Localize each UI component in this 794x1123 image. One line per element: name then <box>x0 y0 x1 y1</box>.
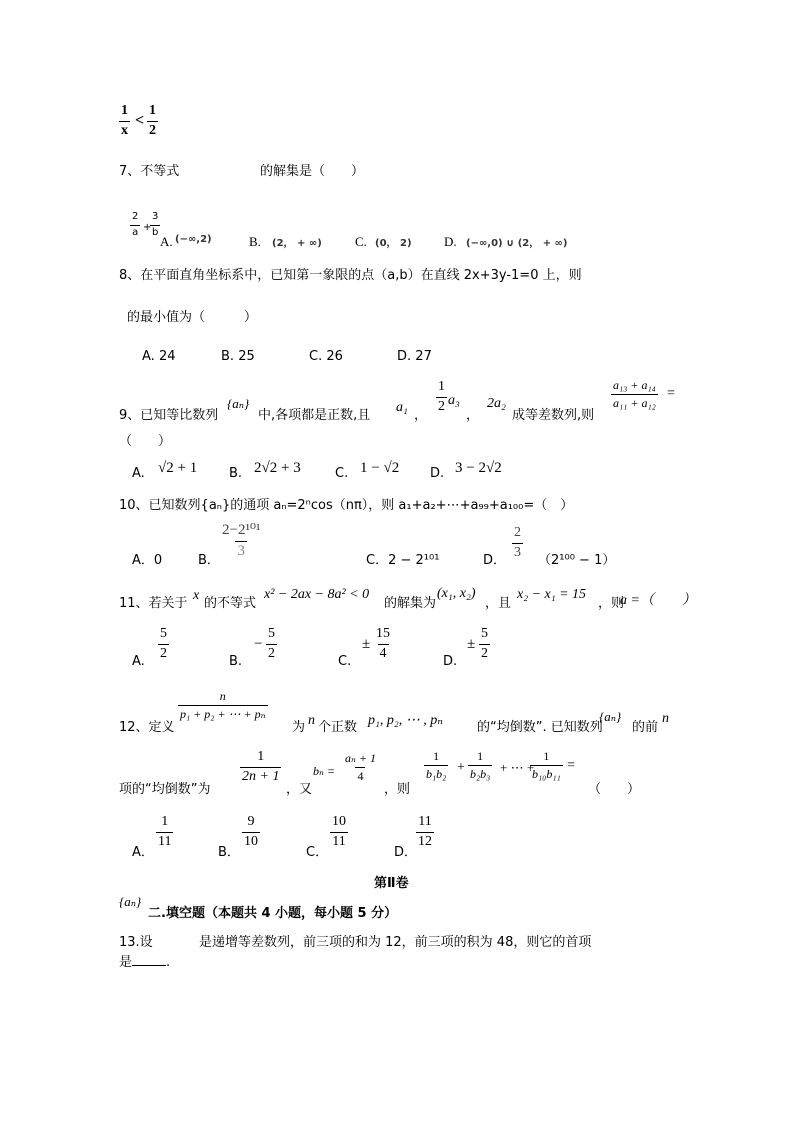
section-2-title: 第Ⅱ卷 <box>374 876 409 891</box>
q12-option-a-label: A． <box>132 845 154 860</box>
q11-option-b-sign: − <box>254 636 263 652</box>
q12-dots: + ⋯ + <box>500 760 535 775</box>
q7-suffix: 的解集是（ ） <box>260 164 365 179</box>
q9-a3: a₃ <box>448 393 460 408</box>
q9-option-d-value: 3 − 2√2 <box>455 460 502 476</box>
q9-option-b-label: B. <box>229 466 243 481</box>
q9-part3: 成等差数列,则 <box>512 408 595 423</box>
q8-option-c: C. 26 <box>309 349 343 364</box>
q12-sum-term-2: $\frac{1}{\text{b₂b₃}}$ <box>470 749 491 781</box>
q10-option-d-tail: （2¹⁰⁰ − 1） <box>538 553 616 568</box>
q9-2a2: 2a₂ <box>487 396 506 411</box>
q10-option-d-label: D． <box>483 553 507 568</box>
q11-part4: ，且 <box>485 596 512 611</box>
q13-answer-blank[interactable] <box>132 964 166 966</box>
q11-condition: x₂ − x₁ = 15 <box>517 587 587 602</box>
q7-option-c-value: (0， 2) <box>375 238 412 249</box>
q10-option-b-fraction: $\frac{\text{2−2¹⁰¹}}{3}$ <box>222 522 261 559</box>
q7-option-d-value: (−∞,0) ∪ (2， + ∞) <box>466 238 568 249</box>
q11-option-b-label: B. <box>229 654 243 669</box>
q10-option-d-fraction: $\frac{2}{3}$ <box>514 525 521 560</box>
q7-option-a-value: (−∞,2) <box>175 234 212 245</box>
q12-option-d-label: D． <box>394 845 418 860</box>
q10-option-b-label: B． <box>198 553 220 568</box>
q11-option-d-label: D. <box>443 654 458 669</box>
q12-option-b-label: B． <box>218 845 240 860</box>
q9-option-a-label: A. <box>132 466 145 481</box>
q11-part5: ，则 <box>598 596 625 611</box>
q11-part1: 11、若关于 <box>119 596 188 611</box>
q12-n2: n <box>662 711 669 726</box>
fill-in-heading: 二.填空题（本题共 4 小题，每小题 5 分） <box>148 906 398 921</box>
q9-half-fraction: $\frac{1}{2}$ <box>438 379 445 414</box>
q12-part4: 的“均倒数”. 已知数列 <box>477 720 603 735</box>
q11-interval: (x₁, x₂) <box>437 586 476 601</box>
q12-equals: = <box>567 758 575 773</box>
q12-bn-fraction: $\frac{\text{aₙ + 1}}{4}$ <box>345 751 376 783</box>
q9-comma2: ， <box>466 408 480 423</box>
q7-prefix: 7、不等式 <box>119 164 180 179</box>
q12-n: n <box>308 713 315 728</box>
q7-plus: + <box>143 222 152 233</box>
q7-option-d-label: D. <box>444 234 457 249</box>
q9-answer-paren: （ ） <box>119 434 172 449</box>
q9-option-b-value: 2√2 + 3 <box>254 460 301 476</box>
q10-stem: 10、已知数列{aₙ}的通项 aₙ=2ⁿcos（nπ），则 a₁+a₂+⋯+a₉₉+a₁₀₀=（ ） <box>119 498 574 513</box>
q12-definition-fraction: $\frac{n}{\text{p₁ + p₂ + ⋯ + pₙ}}$ <box>180 689 266 721</box>
q9-comma1: ， <box>414 408 428 423</box>
q11-ask: a =（ ） <box>620 593 696 608</box>
q9-sequence: {aₙ} <box>227 396 250 411</box>
q9-part2: 中,各项都是正数,且 <box>258 408 371 423</box>
q9-equals: = <box>667 386 675 401</box>
q12-option-d-fraction: $\frac{11}{12}$ <box>418 814 432 849</box>
less-than-sign: < <box>135 112 145 129</box>
q10-option-c: C．2 − 2¹⁰¹ <box>366 553 440 568</box>
q12-answer-paren: （ ） <box>588 782 641 797</box>
q11-option-a-label: A. <box>132 654 145 669</box>
q9-option-c-value: 1 − √2 <box>360 460 400 476</box>
q7-option-a-label: A. <box>160 234 173 249</box>
q8-line1: 8、在平面直角坐标系中，已知第一象限的点（a,b）在直线 2x+3y-1=0 上，则 <box>119 268 582 283</box>
q12-avg-fraction: $\frac{1}{2n + 1}$ <box>242 749 280 784</box>
q11-option-d-sign: ± <box>467 636 476 652</box>
q12-part1: 12、定义 <box>119 720 175 735</box>
q12-line2-b: ，又 <box>286 782 313 797</box>
q9-option-c-label: C. <box>335 466 349 481</box>
q11-option-c-sign: ± <box>362 636 371 652</box>
q12-line2-a: 项的“均倒数”为 <box>119 782 211 797</box>
q12-sum-term-1: $\frac{1}{\text{b₁b₂}}$ <box>426 749 447 781</box>
q13-text: 是递增等差数列，前三项的和为 12，前三项的积为 48，则它的首项 <box>199 935 592 950</box>
q11-option-d-fraction: $\frac{5}{2}$ <box>481 626 488 661</box>
q10-option-a: A．0 <box>132 553 163 568</box>
q9-option-a-value: √2 + 1 <box>158 460 198 476</box>
q12-option-c-fraction: $\frac{10}{11}$ <box>332 814 346 849</box>
q7-option-b-value: (2， + ∞) <box>272 238 322 249</box>
q9-option-d-label: D. <box>430 466 445 481</box>
q12-part5: 的前 <box>632 720 659 735</box>
q11-option-b-fraction: $\frac{5}{2}$ <box>268 626 275 661</box>
q13-prefix: 13.设 <box>119 935 153 950</box>
q7-frac-3-over-b: $\frac{3}{b}$ <box>152 211 159 238</box>
fraction-1-over-x: $\frac{1}{x}$ <box>121 103 128 138</box>
q12-p-list: p₁, p₂, ⋯ , pₙ <box>368 713 443 728</box>
q11-option-c-fraction: $\frac{15}{4}$ <box>376 626 390 661</box>
q9-a1: a₁ <box>396 400 408 415</box>
q12-option-a-fraction: $\frac{1}{11}$ <box>158 814 172 849</box>
q8-option-a: A. 24 <box>142 349 176 364</box>
q11-part3: 的解集为 <box>384 596 437 611</box>
q12-option-c-label: C． <box>306 845 329 860</box>
q12-plus: + <box>457 760 465 775</box>
q9-ratio-fraction: $\frac{\text{a₁₃ + a₁₄}}{\text{a₁₁ + a₁₂}}$ <box>613 378 656 410</box>
q11-part2: 的不等式 <box>204 596 257 611</box>
q11-option-a-fraction: $\frac{5}{2}$ <box>160 626 167 661</box>
q12-part2: 为 <box>292 720 306 735</box>
q7-frac-2-over-a: $\frac{2}{a}$ <box>132 211 139 238</box>
q12-sequence: {aₙ} <box>599 709 622 724</box>
q9-part1: 9、已知等比数列 <box>119 408 219 423</box>
fraction-1-over-2: $\frac{1}{2}$ <box>149 103 156 138</box>
q12-bn: bₙ = <box>313 764 335 778</box>
q8-option-d: D. 27 <box>397 349 432 364</box>
q11-x: x <box>193 588 200 603</box>
q11-inequality: x² − 2ax − 8a² < 0 <box>264 587 370 602</box>
q7-option-b-label: B. <box>249 234 261 249</box>
q12-option-b-fraction: $\frac{9}{10}$ <box>244 814 258 849</box>
q7-option-c-label: C. <box>355 234 367 249</box>
q12-part3: 个正数 <box>318 720 358 735</box>
q13-line2: 是 . <box>119 955 171 970</box>
q11-option-c-label: C. <box>338 654 352 669</box>
section-2-sequence: {aₙ} <box>119 894 142 909</box>
q12-line2-c: ，则 <box>384 782 411 797</box>
q12-sum-term-3: $\frac{1}{\text{b₁₀b₁₁}}$ <box>532 749 561 781</box>
q8-line2: 的最小值为（ ） <box>127 310 258 325</box>
q8-option-b: B. 25 <box>221 349 255 364</box>
